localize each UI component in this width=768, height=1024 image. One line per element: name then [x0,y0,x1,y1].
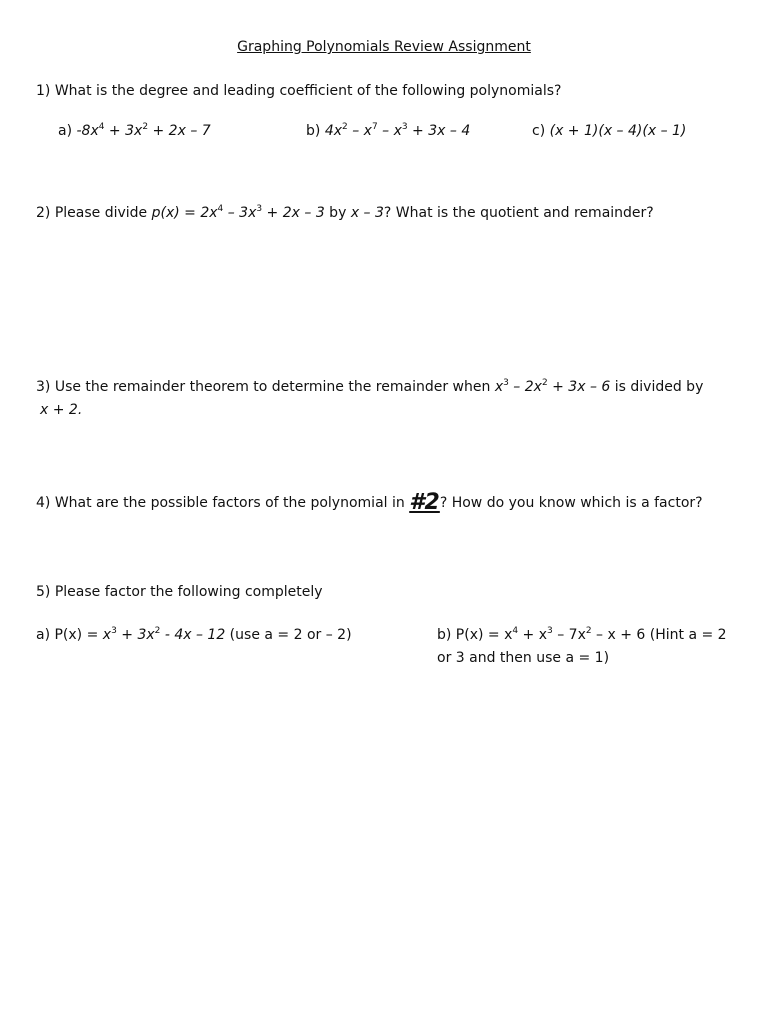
question-3-exponent: 2 [541,378,548,388]
question-1-prompt: 1) What is the degree and leading coefficient of the following polynomials? [36,83,562,99]
question-5a-text: a) P(x) = [36,627,103,643]
question-1b-label: b) [306,123,325,139]
question-1a [58,121,211,141]
question-2 [36,203,654,223]
question-1a-exponent: 4 [98,122,105,132]
question-5a-math: x [102,627,112,643]
question-2-math: – 3x [223,205,257,221]
question-1a-term: + 2x – 7 [148,123,211,139]
question-4-text: 4) What are the possible factors of the polynomial in [36,495,410,511]
question-5a-exponent: 3 [111,626,117,636]
question-1c-label: c) [532,123,550,139]
question-2-text: by [324,205,351,221]
question-3 [36,377,703,397]
question-3-text: 3) Use the remainder theorem to determine the remainder when [36,379,495,395]
question-5b-text: – x + 6 (Hint a = 2 [591,627,727,643]
question-5b-exponent: 3 [547,626,553,636]
question-3-math: + 3x – 6 [547,379,611,395]
question-1b-term: + 3x – 4 [407,123,471,139]
question-1b-exponent: 3 [401,122,408,132]
question-3-exponent: 3 [503,378,509,388]
question-1a-exponent: 2 [142,122,149,132]
question-1b-term: – x [347,123,372,139]
question-2-math: + 2x – 3 [262,205,325,221]
question-5a [36,625,352,645]
question-1c [532,121,686,141]
question-2-math: x – 3 [350,205,384,221]
question-5a-math: - 4x – 12 [160,627,226,643]
question-5b-text: – 7x [552,627,586,643]
question-1a-term: + 3x [104,123,143,139]
question-3-line-2: x + 2. [40,402,83,418]
question-1b-term: – x [377,123,402,139]
question-5-prompt: 5) Please factor the following completely [36,584,323,600]
question-4 [36,490,703,515]
question-2-exponent: 3 [256,204,263,214]
question-1a-term: -8x [76,123,99,139]
question-1b-exponent: 7 [371,122,378,132]
question-5b-text: + x [518,627,548,643]
question-5b-exponent: 2 [585,626,592,636]
question-3-text: is divided by [610,379,704,395]
question-2-exponent: 4 [217,204,224,214]
question-1c-expression: (x + 1)(x – 4)(x – 1) [549,123,687,139]
question-2-reference: #2 [409,490,440,515]
question-5b-text: b) P(x) = x [437,627,513,643]
question-3-math: x [494,379,504,395]
question-5a-exponent: 2 [154,626,161,636]
question-5a-math: + 3x [116,627,155,643]
question-1b-term: 4x [324,123,343,139]
question-4-text: ? How do you know which is a factor? [439,495,703,511]
question-1b-exponent: 2 [342,122,348,132]
question-2-math: p(x) = 2x [151,205,218,221]
question-2-text: ? What is the quotient and remainder? [383,205,654,221]
page-title: Graphing Polynomials Review Assignment [237,39,531,55]
question-2-text: 2) Please divide [36,205,152,221]
question-1b [306,121,470,141]
question-1a-label: a) [58,123,77,139]
question-5b [437,625,727,645]
question-5a-text: (use a = 2 or – 2) [225,627,352,643]
question-5b-exponent: 4 [512,626,519,636]
question-5b-line-2: or 3 and then use a = 1) [437,650,610,666]
question-3-math: – 2x [508,379,542,395]
